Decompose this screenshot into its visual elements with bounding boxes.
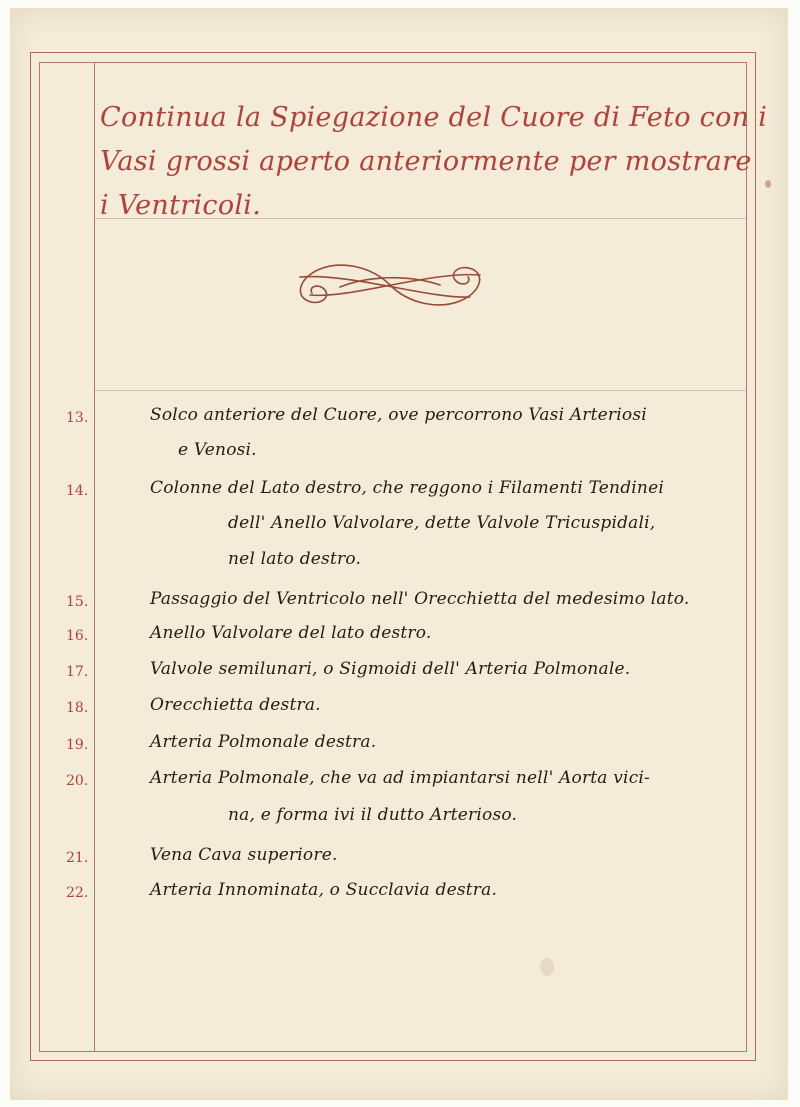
calligraphic-flourish-icon [280,255,500,315]
number-margin-line [94,62,95,1052]
entry-text: Solco anteriore del Cuore, ove percorrono Vasi Arteriosi [150,405,647,425]
entry-number: 20. [66,773,89,789]
entry-text: dell' Anello Valvolare, dette Valvole Tricuspidali, [228,513,656,533]
entry-number: 18. [66,700,89,716]
entry-number: 16. [66,628,89,644]
ink-spot [765,180,771,188]
page-title [100,96,768,228]
entry-number: 14. [66,483,89,499]
entry-text: Arteria Innominata, o Succlavia destra. [150,880,498,900]
entry-number: 22. [66,885,89,901]
entry-text: Arteria Polmonale destra. [150,732,377,752]
entry-text: Arteria Polmonale, che va ad impiantarsi nell' Aorta vici- [150,768,650,788]
entry-text: Orecchietta destra. [150,695,321,715]
entry-text: na, e forma ivi il dutto Arterioso. [228,805,518,825]
ruling-line [95,390,746,391]
entry-text: Vena Cava superiore. [150,845,338,865]
entry-number: 19. [66,737,89,753]
entry-number: 13. [66,410,89,426]
entry-text: Passaggio del Ventricolo nell' Orecchietta del medesimo lato. [150,589,690,609]
entry-text: Colonne del Lato destro, che reggono i Filamenti Tendinei [150,478,664,498]
title-line-1: Continua la Spiegazione del Cuore di Feto con i [100,102,768,133]
entry-text: Anello Valvolare del lato destro. [150,623,432,643]
entry-text: Valvole semilunari, o Sigmoidi dell' Arteria Polmonale. [150,659,631,679]
entry-number: 15. [66,594,89,610]
entry-number: 17. [66,664,89,680]
entry-text: e Venosi. [178,440,257,460]
title-line-2: Vasi grossi aperto anteriormente per mostrare [100,146,752,177]
entry-number: 21. [66,850,89,866]
title-line-3: i Ventricoli. [100,190,262,221]
entry-text: nel lato destro. [228,549,362,569]
